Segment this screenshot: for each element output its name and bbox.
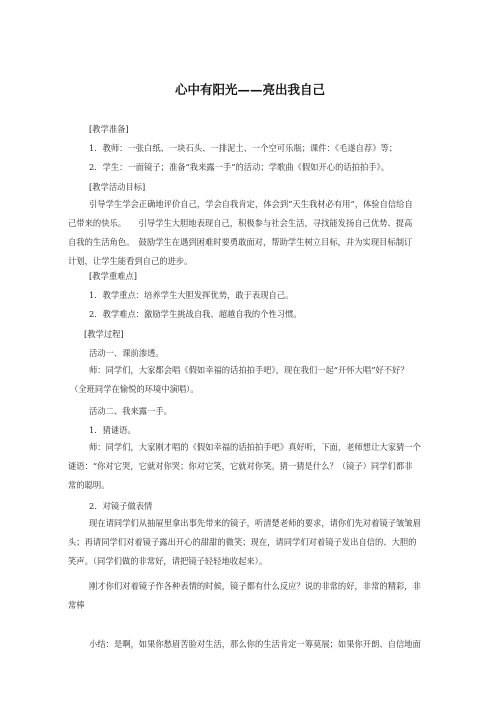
page-title: 心中有阳光——亮出我自己 [174, 82, 325, 97]
text-line: 师：同学们，大家刚才唱的《假如幸福的话拍拍手吧》真好听，下面，老师想让大家猜一个 [89, 442, 421, 452]
activity-two-heading: 活动二、我来露一手。 [89, 406, 172, 416]
text-line: 现在请同学们从抽屉里拿出事先带来的镜子，听清楚老师的要求，请你们先对着镜子皱皱眉 [89, 518, 421, 528]
activity-one-heading: 活动一、课前渗透。 [89, 348, 164, 358]
text-line: 谜语：“你对它哭，它就对你哭；你对它笑，它就对你笑。猜一猜是什么？（镜子）同学们都非 [68, 461, 413, 471]
activity-one-paragraph [68, 361, 409, 399]
prep-item-student: 2．学生：一面镜子；准备“我来露一手”的活动；学歌曲《假如开心的话拍拍手》。 [89, 162, 390, 172]
text-line: 己带来的快乐。 引导学生大胆地表现自己，积极参与社会生活，寻找能发扬自己优势、提高 [68, 218, 413, 228]
goals-paragraph [68, 195, 413, 271]
mirror-paragraph [68, 514, 421, 571]
riddle-paragraph [68, 438, 421, 495]
summary-line: 小结：是啊，如果你愁眉苦脸对生活，那么你的生活肯定一筹莫展；如果你开朗、自信地面 [89, 639, 421, 649]
key-point-focus: 1．教学重点：培养学生大胆发挥优势，敢于表现自己。 [89, 290, 294, 300]
text-line: 常棒 [68, 600, 85, 610]
text-line: 计划，让学生能看到自己的进步。 [68, 256, 193, 266]
section-heading-process: [教学过程] [84, 329, 124, 339]
key-point-difficulty: 2．教学难点：激励学生挑战自我、超越自我的个性习惯。 [89, 309, 302, 319]
text-line: （全班同学在愉悦的环境中演唱）。 [70, 384, 199, 394]
section-heading-key-points: [教学重难点] [89, 271, 137, 281]
text-line: 头；再请同学们对着镜子露出开心的甜甜的微笑；现在，请同学们对着镜子发出自信的、大胆的 [68, 537, 417, 547]
riddle-heading: 1．猜谜语。 [89, 425, 136, 435]
text-line: 引导学生学会正确地评价自己，学会自我肯定，体会到“天生我材必有用”，体验自信给自 [89, 199, 413, 209]
mirror-question-paragraph [68, 577, 421, 615]
section-heading-goals: [教学活动目标] [89, 182, 146, 192]
section-heading-preparation: [教学准备] [89, 124, 129, 134]
text-line: 师：同学们，大家都会唱《假如幸福的话拍拍手吧》，现在我们一起“开怀大唱”好不好？ [89, 365, 409, 375]
text-line: 常的聪明。 [68, 480, 110, 490]
prep-item-teacher: 1．教师：一张白纸、一块石头、一排泥土、一个空可乐瓶；课件：《毛遂自荐》等； [89, 143, 398, 153]
text-line: 刚才你们对着镜子作各种表情的时候，镜子都有什么反应？说的非常的好，非常的精彩，非 [89, 581, 421, 591]
text-line: 笑声。（同学们做的非常好，请把镜子轻轻地收起来）。 [68, 556, 268, 566]
text-line: 自我的生活角色。 鼓励学生在遇到困难时要勇敢面对，帮助学生树立目标，并为实现目标制订 [68, 237, 413, 247]
mirror-heading: 2．对镜子做表情 [89, 501, 153, 511]
